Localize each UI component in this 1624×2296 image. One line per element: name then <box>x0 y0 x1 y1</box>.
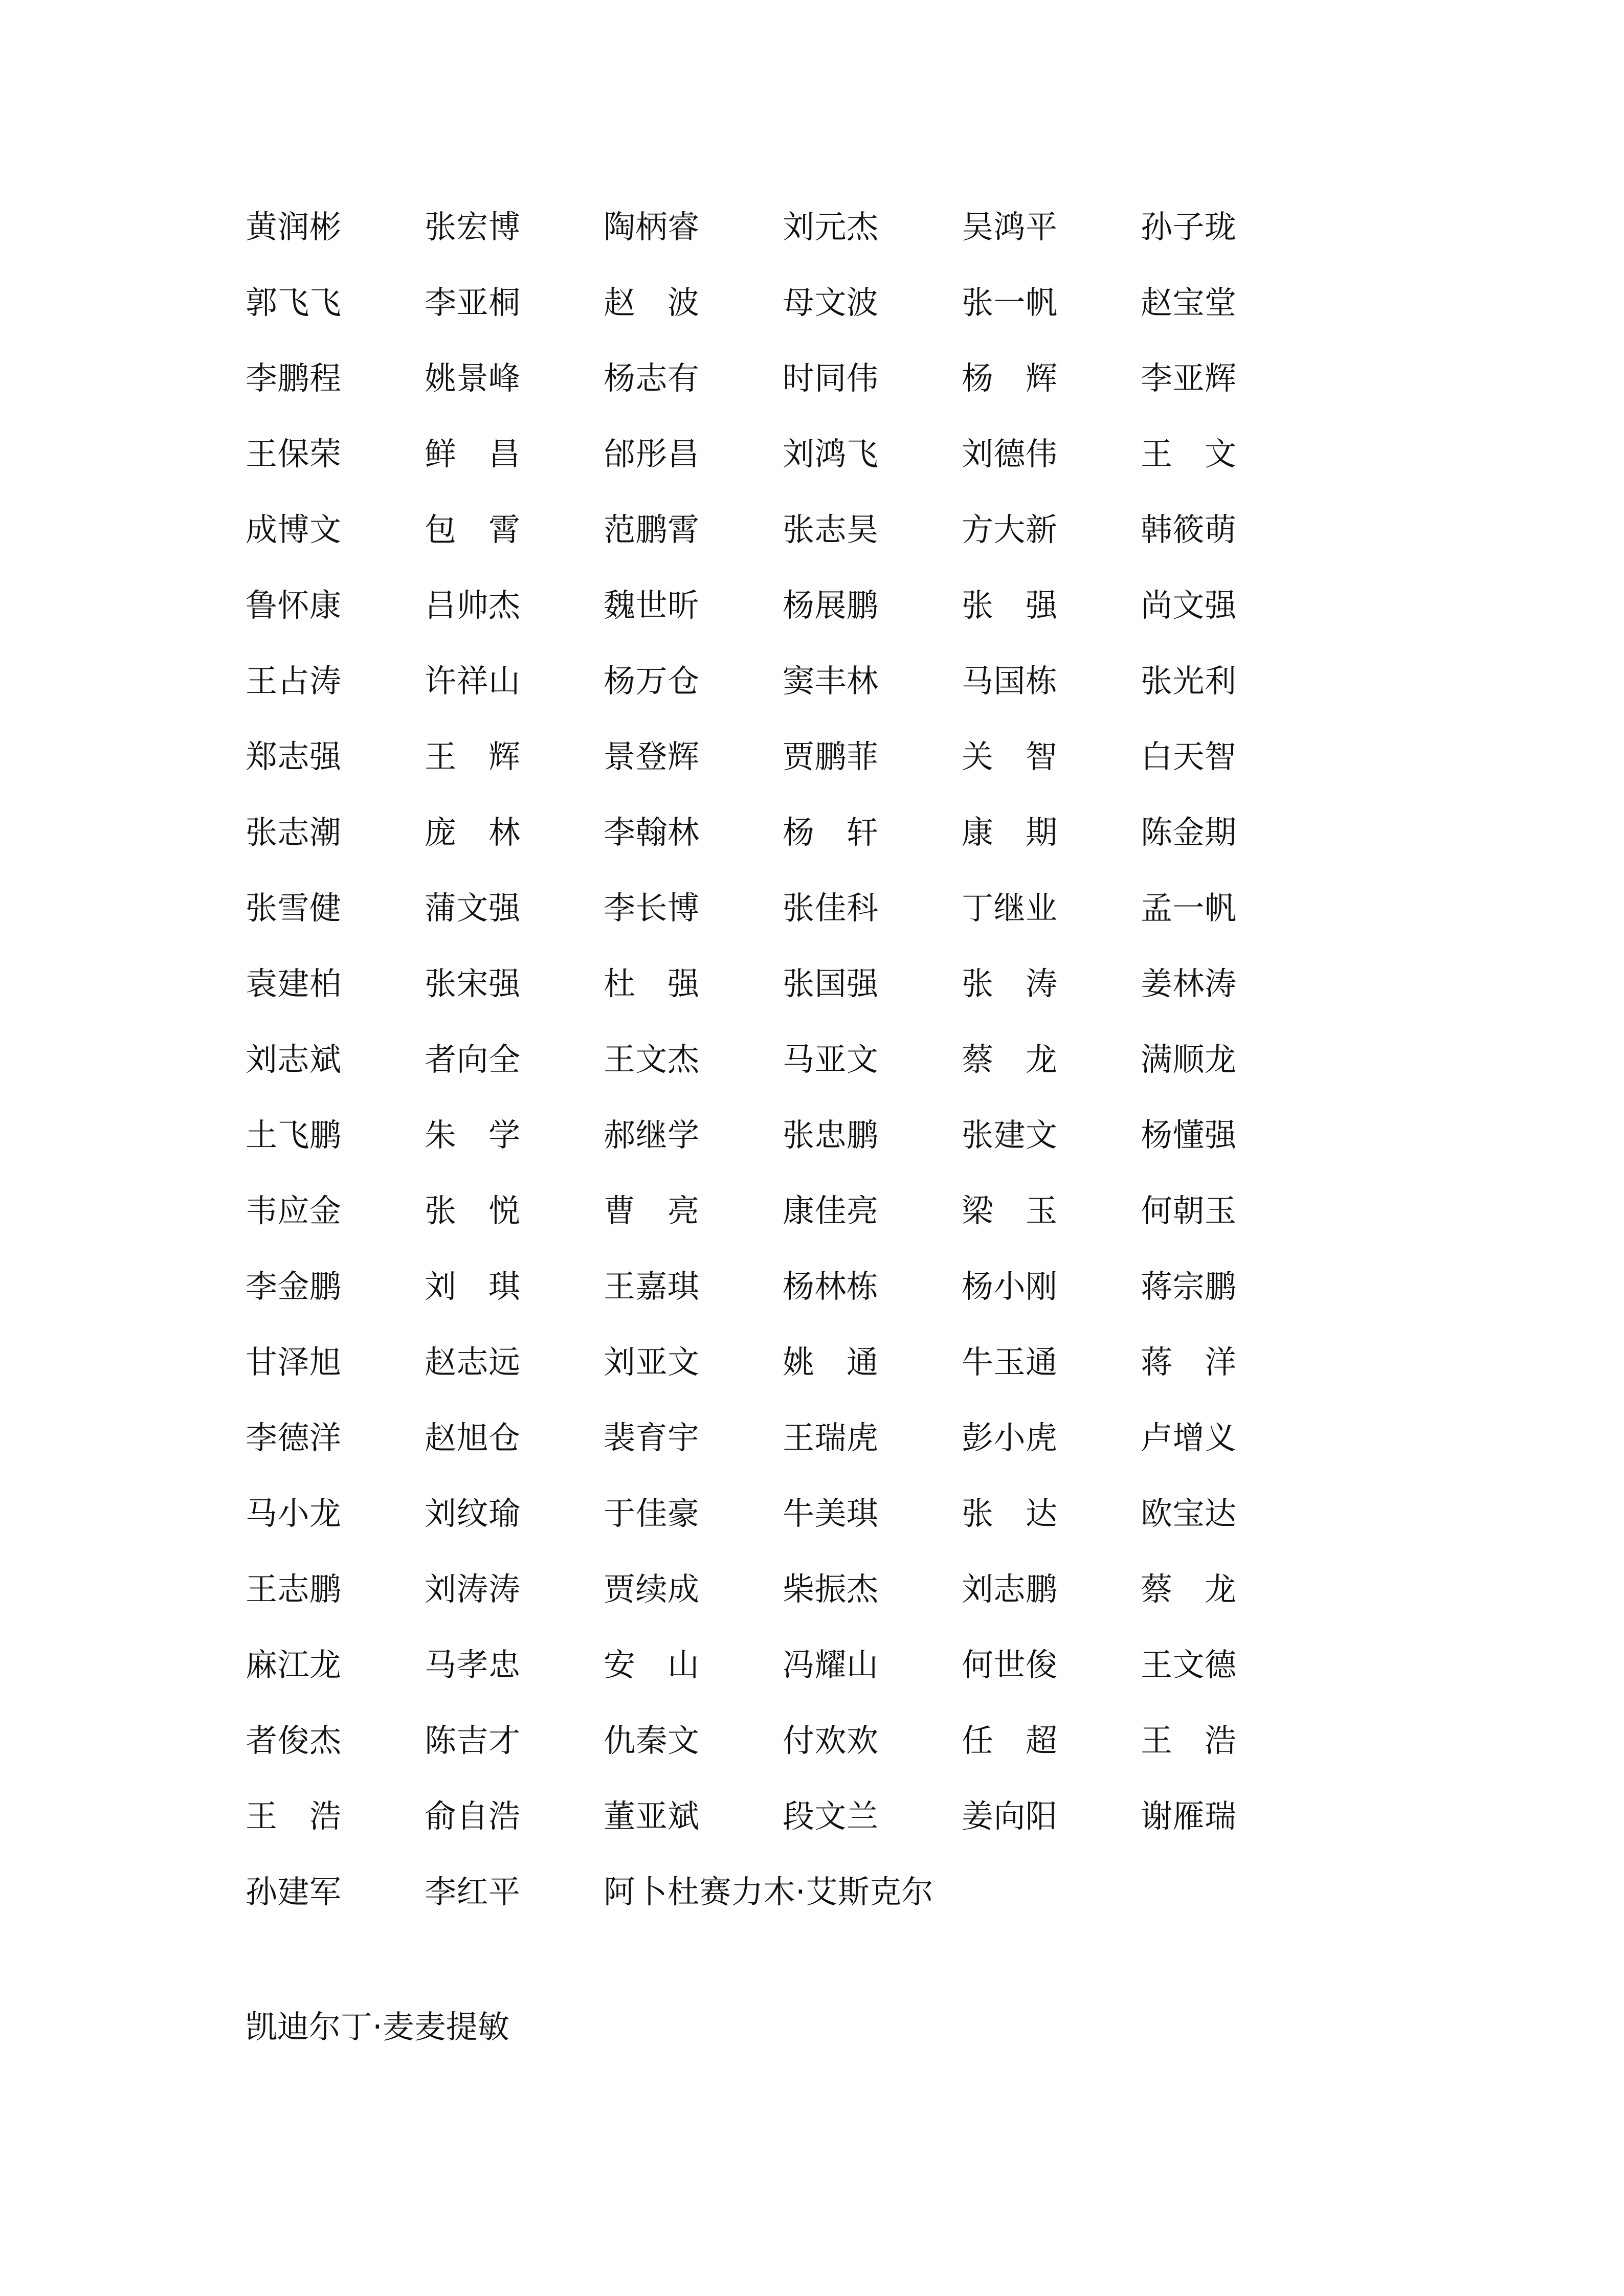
name-cell: 鲁怀康 <box>246 587 342 624</box>
name-cell: 景登辉 <box>604 738 700 775</box>
name-cell: 麻江龙 <box>246 1646 342 1683</box>
table-row <box>246 1627 1320 1703</box>
table-row <box>246 643 1320 719</box>
name-cell: 王瑞虎 <box>783 1419 879 1456</box>
name-cell: 刘德伟 <box>962 435 1058 472</box>
name-cell: 李金鹏 <box>246 1268 342 1305</box>
name-cell: 王志鹏 <box>246 1570 342 1608</box>
name-cell: 王保荣 <box>246 435 342 472</box>
table-row <box>246 1022 1320 1097</box>
table-row <box>246 1476 1320 1551</box>
name-cell: 赵 波 <box>604 284 700 321</box>
name-cell: 杨志有 <box>604 359 700 397</box>
name-cell-long: 阿卜杜赛力木·艾斯克尔 <box>604 1873 934 1910</box>
trailing-name-line: 凯迪尔丁·麦麦提敏 <box>246 2008 509 2045</box>
name-cell: 郭飞飞 <box>246 284 342 321</box>
name-cell: 包 霄 <box>425 511 521 548</box>
table-row <box>246 265 1320 341</box>
name-cell: 安 山 <box>604 1646 700 1683</box>
name-cell: 王 文 <box>1141 435 1237 472</box>
name-cell: 甘泽旭 <box>246 1343 342 1381</box>
name-cell: 牛美琪 <box>783 1495 879 1532</box>
table-row <box>246 1703 1320 1779</box>
name-list-body <box>246 189 1320 1930</box>
table-row <box>246 946 1320 1022</box>
table-row <box>246 719 1320 795</box>
name-cell: 王 浩 <box>246 1797 342 1835</box>
table-row <box>246 1249 1320 1324</box>
name-cell: 曹 亮 <box>604 1192 700 1229</box>
name-cell: 马小龙 <box>246 1495 342 1532</box>
table-row <box>246 416 1320 492</box>
name-cell: 谢雁瑞 <box>1141 1797 1237 1835</box>
name-cell: 张佳科 <box>783 889 879 927</box>
name-cell: 李鹏程 <box>246 359 342 397</box>
name-cell: 裴育宇 <box>604 1419 700 1456</box>
name-cell: 俞自浩 <box>425 1797 521 1835</box>
name-cell: 王嘉琪 <box>604 1268 700 1305</box>
name-cell: 杨懂强 <box>1141 1116 1237 1154</box>
table-row <box>246 1400 1320 1476</box>
name-cell: 蔡 龙 <box>1141 1570 1237 1608</box>
name-cell: 孙子珑 <box>1141 208 1237 245</box>
name-cell: 袁建柏 <box>246 965 342 1002</box>
table-row <box>246 1779 1320 1854</box>
name-cell: 张一帆 <box>962 284 1058 321</box>
name-cell: 康 期 <box>962 814 1058 851</box>
name-cell: 张 强 <box>962 587 1058 624</box>
name-cell: 杨小刚 <box>962 1268 1058 1305</box>
name-cell: 王文德 <box>1141 1646 1237 1683</box>
name-cell: 吕帅杰 <box>425 587 521 624</box>
name-cell: 欧宝达 <box>1141 1495 1237 1532</box>
name-cell: 黄润彬 <box>246 208 342 245</box>
table-row <box>246 1097 1320 1173</box>
name-cell: 张宋强 <box>425 965 521 1002</box>
name-cell: 刘鸿飞 <box>783 435 879 472</box>
name-cell: 魏世昕 <box>604 587 700 624</box>
name-cell: 何世俊 <box>962 1646 1058 1683</box>
name-cell: 任 超 <box>962 1722 1058 1759</box>
name-cell: 李长博 <box>604 889 700 927</box>
name-cell: 窦丰林 <box>783 662 879 700</box>
name-cell: 何朝玉 <box>1141 1192 1237 1229</box>
table-row <box>246 1551 1320 1627</box>
name-cell: 朱 学 <box>425 1116 521 1154</box>
name-cell: 方大新 <box>962 511 1058 548</box>
name-cell: 蒋宗鹏 <box>1141 1268 1237 1305</box>
name-cell: 仇秦文 <box>604 1722 700 1759</box>
name-cell: 梁 玉 <box>962 1192 1058 1229</box>
name-cell: 孙建军 <box>246 1873 342 1910</box>
name-cell: 杨 轩 <box>783 814 879 851</box>
name-cell: 张宏博 <box>425 208 521 245</box>
name-cell: 李翰林 <box>604 814 700 851</box>
name-cell: 母文波 <box>783 284 879 321</box>
name-cell: 者向全 <box>425 1041 521 1078</box>
table-row-long <box>246 1854 1320 1930</box>
name-cell: 张 达 <box>962 1495 1058 1532</box>
name-cell: 满顺龙 <box>1141 1041 1237 1078</box>
name-cell: 张国强 <box>783 965 879 1002</box>
name-cell: 庞 林 <box>425 814 521 851</box>
table-row <box>246 341 1320 416</box>
name-cell: 康佳亮 <box>783 1192 879 1229</box>
name-cell: 张忠鹏 <box>783 1116 879 1154</box>
name-cell: 杨万仓 <box>604 662 700 700</box>
name-cell: 韩筱萌 <box>1141 511 1237 548</box>
name-cell: 刘亚文 <box>604 1343 700 1381</box>
name-cell: 杜 强 <box>604 965 700 1002</box>
name-cell: 卢增义 <box>1141 1419 1237 1456</box>
name-cell: 蒲文强 <box>425 889 521 927</box>
name-cell: 关 智 <box>962 738 1058 775</box>
name-cell: 杨林栋 <box>783 1268 879 1305</box>
name-cell: 马亚文 <box>783 1041 879 1078</box>
name-cell: 白天智 <box>1141 738 1237 775</box>
name-cell: 马孝忠 <box>425 1646 521 1683</box>
name-cell: 贾鹏菲 <box>783 738 879 775</box>
table-row <box>246 870 1320 946</box>
name-cell: 成博文 <box>246 511 342 548</box>
name-cell: 马国栋 <box>962 662 1058 700</box>
table-row <box>246 189 1320 265</box>
table-row <box>246 1173 1320 1249</box>
name-cell: 张光利 <box>1141 662 1237 700</box>
name-cell: 段文兰 <box>783 1797 879 1835</box>
name-cell: 张雪健 <box>246 889 342 927</box>
name-cell: 杨 辉 <box>962 359 1058 397</box>
name-cell: 彭小虎 <box>962 1419 1058 1456</box>
name-cell: 赵志远 <box>425 1343 521 1381</box>
name-cell: 赵宝堂 <box>1141 284 1237 321</box>
name-cell: 孟一帆 <box>1141 889 1237 927</box>
name-cell: 蒋 洋 <box>1141 1343 1237 1381</box>
name-cell: 于佳豪 <box>604 1495 700 1532</box>
name-cell: 张 悦 <box>425 1192 521 1229</box>
name-cell: 刘元杰 <box>783 208 879 245</box>
name-cell: 刘涛涛 <box>425 1570 521 1608</box>
name-cell: 刘志鹏 <box>962 1570 1058 1608</box>
name-cell: 刘志斌 <box>246 1041 342 1078</box>
name-cell: 陈吉才 <box>425 1722 521 1759</box>
name-cell: 柴振杰 <box>783 1570 879 1608</box>
name-cell: 王 辉 <box>425 738 521 775</box>
name-cell: 者俊杰 <box>246 1722 342 1759</box>
name-cell: 张志昊 <box>783 511 879 548</box>
name-cell: 韦应金 <box>246 1192 342 1229</box>
table-row <box>246 568 1320 643</box>
name-cell: 时同伟 <box>783 359 879 397</box>
name-cell: 张建文 <box>962 1116 1058 1154</box>
name-cell: 尚文强 <box>1141 587 1237 624</box>
name-cell: 董亚斌 <box>604 1797 700 1835</box>
name-cell: 姚 通 <box>783 1343 879 1381</box>
name-cell: 牛玉通 <box>962 1343 1058 1381</box>
name-cell: 郑志强 <box>246 738 342 775</box>
name-cell: 张 涛 <box>962 965 1058 1002</box>
name-cell: 贾续成 <box>604 1570 700 1608</box>
name-cell: 丁继业 <box>962 889 1058 927</box>
name-cell: 范鹏霄 <box>604 511 700 548</box>
name-cell: 王 浩 <box>1141 1722 1237 1759</box>
name-cell: 吴鸿平 <box>962 208 1058 245</box>
table-row <box>246 795 1320 870</box>
name-list-table <box>246 189 1320 1930</box>
name-cell: 张志潮 <box>246 814 342 851</box>
name-cell: 刘 琪 <box>425 1268 521 1305</box>
name-cell: 李红平 <box>425 1873 521 1910</box>
name-cell: 邰彤昌 <box>604 435 700 472</box>
name-cell: 王文杰 <box>604 1041 700 1078</box>
name-cell: 郝继学 <box>604 1116 700 1154</box>
name-cell: 李德洋 <box>246 1419 342 1456</box>
name-cell: 土飞鹏 <box>246 1116 342 1154</box>
name-cell: 冯耀山 <box>783 1646 879 1683</box>
name-cell: 付欢欢 <box>783 1722 879 1759</box>
name-cell: 许祥山 <box>425 662 521 700</box>
table-row <box>246 492 1320 568</box>
name-cell: 刘纹瑜 <box>425 1495 521 1532</box>
name-cell: 姜林涛 <box>1141 965 1237 1002</box>
name-cell: 陈金期 <box>1141 814 1237 851</box>
name-cell: 鲜 昌 <box>425 435 521 472</box>
table-row <box>246 1324 1320 1400</box>
name-cell: 王占涛 <box>246 662 342 700</box>
name-cell: 杨展鹏 <box>783 587 879 624</box>
name-cell: 姜向阳 <box>962 1797 1058 1835</box>
name-cell: 姚景峰 <box>425 359 521 397</box>
name-cell: 陶柄睿 <box>604 208 700 245</box>
name-cell: 李亚桐 <box>425 284 521 321</box>
name-cell: 蔡 龙 <box>962 1041 1058 1078</box>
name-cell: 李亚辉 <box>1141 359 1237 397</box>
name-cell: 赵旭仓 <box>425 1419 521 1456</box>
